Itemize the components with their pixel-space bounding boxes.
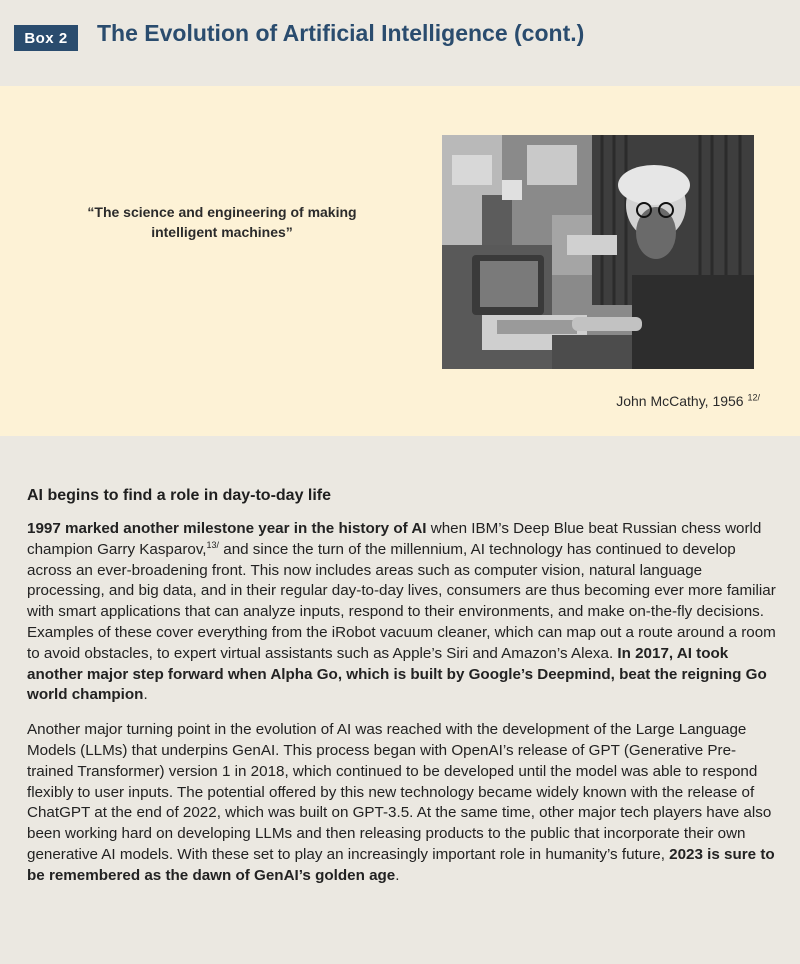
box-label: Box 2	[14, 25, 78, 51]
p1-text-b: and since the turn of the millennium, AI technology has continued to develop across an ever-broadening front. This now includes areas such as computer vision, natural language processing, and big data, and in their regular day-to-day lives, consumers are thus becoming ever more familiar with smart applications that can analyze inputs, respond to their environments, and make on-the-fly decisions. Examples of these cover everything from the iRobot vacuum cleaner, which can map out a route around a room to avoid obstacles, to expert virtual assistants such as Apple’s Siri and Amazon’s Alexa.	[27, 540, 776, 662]
section-heading: AI begins to find a role in day-to-day life	[27, 487, 332, 504]
paragraph-1	[27, 519, 777, 706]
p1-footnote: 13/	[206, 539, 220, 550]
p2-bold-tail: 2023 is sure to be remembered as the dawn of GenAI’s golden age	[27, 845, 775, 884]
caption-footnote: 12/	[747, 392, 760, 403]
paragraph-2	[27, 720, 777, 886]
p1-text-a: when IBM’s Deep Blue beat Russian chess world champion Garry Kasparov,	[27, 520, 762, 558]
photo-illustration	[442, 135, 754, 369]
caption-text: John McCathy, 1956	[616, 393, 744, 409]
quote: “The science and engineering of making intelligent machines”	[87, 204, 357, 240]
box-header	[0, 0, 800, 86]
p2-end: .	[395, 866, 400, 884]
main-content	[27, 487, 777, 901]
p1-bold-lead: 1997 marked another milestone year in the history of AI	[27, 520, 427, 537]
photo	[442, 135, 754, 369]
page-title: The Evolution of Artificial Intelligence (cont.)	[97, 20, 585, 46]
p2-text: Another major turning point in the evolution of AI was reached with the development of the Large Language Models (LLMs) that underpins GenAI. This process began with OpenAI’s release of GPT (Generative Pre-trained Transformer) version 1 in 2018, which continued to be developed until the model was able to respond flexibly to user inputs. The potential offered by this new technology became widely known with the release of ChatGPT at the end of 2022, which was built on GPT-3.5. At the same time, other major tech players have also been working hard on developing LLMs and then releasing products to the public that incorporate their own generative AI models. With these set to play an increasingly important role in humanity’s future,	[27, 721, 772, 863]
feature-band	[0, 86, 800, 436]
p1-bold-tail: In 2017, AI took another major step forward when Alpha Go, which is built by Google’s Deepmind, beat the reigning Go world champion	[27, 644, 767, 704]
photo-caption	[560, 393, 760, 409]
p1-end: .	[143, 686, 148, 704]
